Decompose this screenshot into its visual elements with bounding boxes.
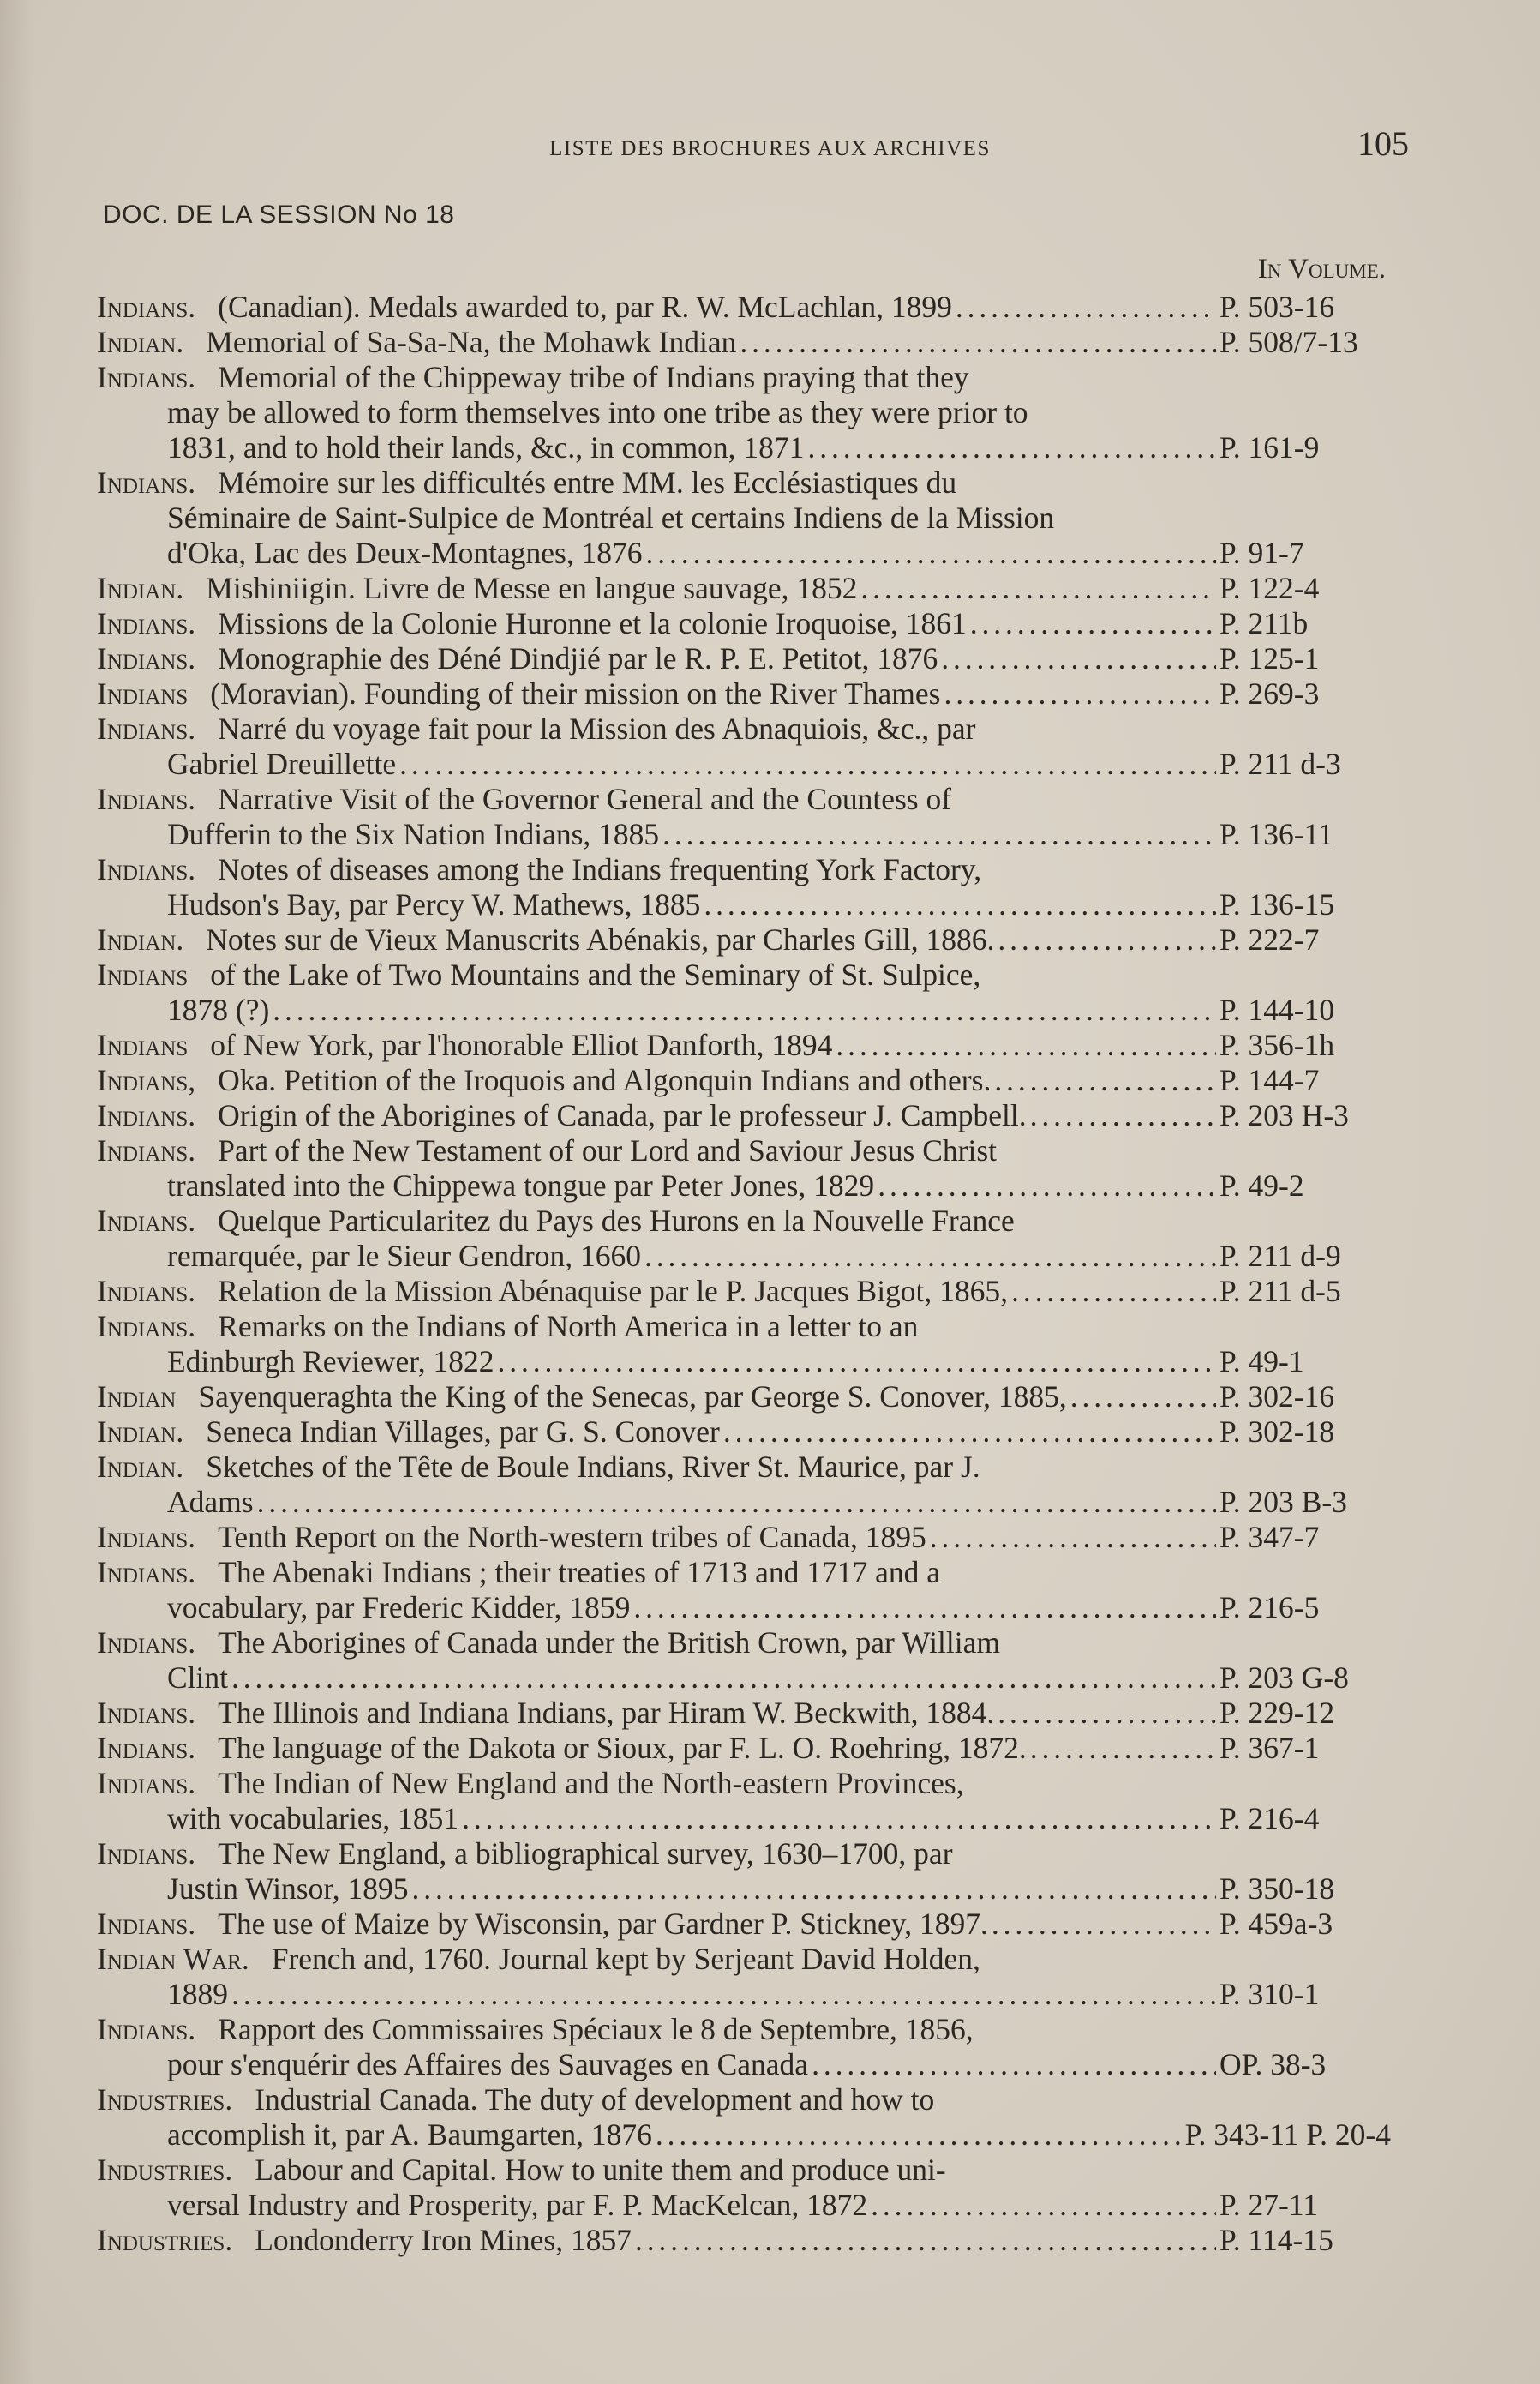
- entry-headword: Indian.: [97, 571, 184, 605]
- index-entry: [97, 1309, 1391, 1379]
- volume-reference: P. 122-4: [1219, 571, 1320, 605]
- entry-headword: Industries.: [97, 2223, 233, 2257]
- entry-text: Origin of the Aborigines of Canada, par le professeur J. Campbell.: [218, 1098, 1027, 1132]
- entry-text: Tenth Report on the North-western tribes of Canada, 1895: [218, 1520, 926, 1554]
- entry-headword: Indians.: [97, 2012, 196, 2046]
- dot-leader: [998, 922, 1216, 958]
- entry-text: Clint: [167, 1660, 229, 1695]
- entry-line: [97, 430, 1391, 465]
- volume-reference: P. 203 H-3: [1219, 1098, 1349, 1132]
- entry-text: Hudson's Bay, par Percy W. Mathews, 1885: [167, 887, 701, 922]
- dot-leader: [497, 1344, 1216, 1379]
- entry-line: [97, 571, 1391, 606]
- dot-leader: [807, 430, 1216, 465]
- entry-text: Monographie des Déné Dindjié par le R. P. E. Petitot, 1876: [218, 641, 938, 676]
- entry-line: [97, 395, 1391, 430]
- entry-headword: Indians.: [97, 606, 196, 640]
- volume-reference: P. 216-4: [1219, 1801, 1320, 1835]
- entry-headword: Indians: [97, 676, 189, 711]
- entry-text: Labour and Capital. How to unite them and produce uni-: [255, 2153, 946, 2187]
- dot-leader: [704, 887, 1216, 922]
- entry-headword: Indians.: [97, 712, 196, 746]
- entry-text: Memorial of Sa-Sa-Na, the Mohawk Indian: [206, 325, 737, 359]
- entry-headword: Indians.: [97, 852, 196, 886]
- dot-leader: [635, 2223, 1216, 2258]
- entry-line: [97, 2117, 1391, 2153]
- entry-text: (Moravian). Founding of their mission on the River Thames: [210, 676, 941, 711]
- dot-leader: [941, 641, 1216, 676]
- entry-headword: Indians: [97, 958, 189, 992]
- entry-text: of the Lake of Two Mountains and the Seminary of St. Sulpice,: [210, 958, 981, 992]
- volume-reference: P. 508/7-13: [1219, 325, 1358, 359]
- index-entry: [97, 852, 1391, 922]
- index-entries: [97, 290, 1391, 2258]
- index-entry: [97, 1063, 1391, 1098]
- entry-text: pour s'enquérir des Affaires des Sauvages en Canada: [167, 2047, 809, 2081]
- entry-text: Londonderry Iron Mines, 1857: [255, 2223, 632, 2257]
- volume-reference: P. 302-18: [1219, 1414, 1335, 1449]
- entry-line: [97, 1836, 1391, 1871]
- index-entry: [97, 290, 1391, 325]
- index-entry: [97, 922, 1391, 958]
- dot-leader: [412, 1871, 1216, 1907]
- entry-text: Mishiniigin. Livre de Messe en langue sauvage, 1852: [206, 571, 858, 605]
- entry-text: Sketches of the Tête de Boule Indians, River St. Maurice, par J.: [206, 1450, 980, 1484]
- entry-headword: Indian.: [97, 922, 184, 957]
- entry-text: accomplish it, par A. Baumgarten, 1876: [167, 2117, 652, 2152]
- index-entry: [97, 1133, 1391, 1204]
- entry-line: [97, 1133, 1391, 1168]
- entry-line: [97, 360, 1391, 395]
- entry-line: [97, 1520, 1391, 1555]
- entry-text: The Aborigines of Canada under the British Crown, par William: [218, 1625, 1000, 1660]
- entry-headword: Indians.: [97, 1907, 196, 1941]
- index-entry: [97, 1766, 1391, 1836]
- entry-headword: Indians.: [97, 1204, 196, 1238]
- dot-leader: [956, 290, 1216, 325]
- running-title: LISTE DES BROCHURES AUX ARCHIVES: [549, 137, 991, 160]
- index-entry: [97, 465, 1391, 571]
- dot-leader: [1070, 1379, 1216, 1414]
- volume-reference: P. 367-1: [1219, 1731, 1320, 1765]
- volume-reference: P. 203 B-3: [1219, 1485, 1347, 1519]
- index-entry: [97, 571, 1391, 606]
- volume-reference: P. 161-9: [1219, 430, 1320, 465]
- dot-leader: [1011, 1274, 1216, 1309]
- index-entry: [97, 1414, 1391, 1450]
- index-entry: [97, 958, 1391, 1028]
- entry-text: Notes of diseases among the Indians frequenting York Factory,: [218, 852, 982, 886]
- entry-text: Gabriel Dreuillette: [167, 747, 397, 781]
- dot-leader: [871, 2188, 1216, 2223]
- volume-reference: P. 136-15: [1219, 887, 1335, 922]
- entry-line: [97, 1344, 1391, 1379]
- entry-line: [97, 1414, 1391, 1450]
- entry-headword: Indians.: [97, 1133, 196, 1168]
- volume-reference: P. 216-5: [1219, 1590, 1320, 1624]
- entry-text: may be allowed to form themselves into one tribe as they were prior to: [167, 395, 1028, 429]
- entry-text: Seneca Indian Villages, par G. S. Conover: [206, 1414, 720, 1449]
- entry-line: [97, 817, 1391, 852]
- entry-headword: Indians.: [97, 465, 196, 500]
- entry-headword: Indian War.: [97, 1942, 249, 1976]
- volume-reference: P. 211 d-5: [1219, 1274, 1341, 1308]
- entry-text: versal Industry and Prosperity, par F. P. MacKelcan, 1872: [167, 2188, 868, 2222]
- entry-line: [97, 1871, 1391, 1907]
- entry-text: Memorial of the Chippeway tribe of Indians praying that they: [218, 360, 969, 394]
- dot-leader: [944, 676, 1217, 712]
- volume-reference: P. 49-2: [1219, 1168, 1304, 1203]
- entry-text: Edinburgh Reviewer, 1822: [167, 1344, 494, 1378]
- index-entry: [97, 606, 1391, 641]
- entry-text: The language of the Dakota or Sioux, par F. L. O. Roehring, 1872.: [218, 1731, 1027, 1765]
- entry-headword: Indians.: [97, 1766, 196, 1800]
- entry-headword: Indian: [97, 1379, 177, 1414]
- volume-reference: P. 269-3: [1219, 676, 1320, 711]
- index-entry: [97, 1731, 1391, 1766]
- entry-headword: Indians.: [97, 1274, 196, 1308]
- entry-headword: Indians.: [97, 1098, 196, 1132]
- entry-headword: Indians.: [97, 1836, 196, 1871]
- entry-headword: Indians.: [97, 360, 196, 394]
- dot-leader: [836, 1028, 1216, 1063]
- entry-text: 1889: [167, 1977, 228, 2011]
- entry-text: Notes sur de Vieux Manuscrits Abénakis, par Charles Gill, 1886.: [206, 922, 995, 957]
- entry-headword: Indians.: [97, 782, 196, 816]
- volume-reference: P. 310-1: [1219, 1977, 1320, 2011]
- entry-headword: Indians.: [97, 1625, 196, 1660]
- entry-line: [97, 1625, 1391, 1660]
- entry-headword: Indians: [97, 1028, 189, 1062]
- entry-text: The New England, a bibliographical survey, 1630–1700, par: [218, 1836, 953, 1871]
- index-entry: [97, 1555, 1391, 1625]
- entry-line: [97, 1379, 1391, 1414]
- entry-text: Missions de la Colonie Huronne et la colonie Iroquoise, 1861: [218, 606, 967, 640]
- dot-leader: [860, 571, 1216, 606]
- page-number: 105: [1357, 124, 1409, 163]
- index-entry: [97, 1028, 1391, 1063]
- entry-text: Oka. Petition of the Iroquois and Algonquin Indians and others.: [218, 1063, 992, 1097]
- entry-text: The use of Maize by Wisconsin, par Gardner P. Stickney, 1897.: [218, 1907, 988, 1941]
- index-entry: [97, 1450, 1391, 1520]
- volume-reference: P. 114-15: [1219, 2223, 1333, 2257]
- volume-reference: OP. 38-3: [1219, 2047, 1327, 2081]
- dot-leader: [231, 1977, 1216, 2012]
- volume-reference: P. 350-18: [1219, 1871, 1335, 1906]
- volume-reference: P. 136-11: [1219, 817, 1333, 851]
- entry-text: Sayenqueraghta the King of the Senecas, par George S. Conover, 1885,: [198, 1379, 1067, 1414]
- dot-leader: [633, 1590, 1216, 1625]
- entry-headword: Indian.: [97, 1414, 184, 1449]
- entry-text: Part of the New Testament of our Lord and Saviour Jesus Christ: [218, 1133, 998, 1168]
- dot-leader: [1030, 1731, 1216, 1766]
- index-entry: [97, 325, 1391, 360]
- entry-text: French and, 1760. Journal kept by Serjeant David Holden,: [271, 1942, 980, 1976]
- volume-reference: P. 229-12: [1219, 1696, 1335, 1730]
- entry-text: The Abenaki Indians ; their treaties of 1713 and 1717 and a: [218, 1555, 941, 1589]
- entry-line: [97, 676, 1391, 712]
- dot-leader: [740, 325, 1216, 360]
- dot-leader: [231, 1660, 1216, 1696]
- entry-text: 1831, and to hold their lands, &c., in common, 1871: [167, 430, 805, 465]
- entry-text: The Illinois and Indiana Indians, par Hiram W. Beckwith, 1884.: [218, 1696, 995, 1730]
- index-entry: [97, 1625, 1391, 1696]
- entry-headword: Industries.: [97, 2153, 233, 2187]
- volume-reference: P. 211 d-9: [1219, 1239, 1341, 1273]
- index-entry: [97, 782, 1391, 852]
- entry-line: [97, 290, 1391, 325]
- entry-text: Adams: [167, 1485, 254, 1519]
- entry-line: [97, 712, 1391, 747]
- index-entry: [97, 1274, 1391, 1309]
- entry-line: [97, 852, 1391, 887]
- entry-line: [97, 536, 1391, 571]
- entry-text: remarquée, par le Sieur Gendron, 1660: [167, 1239, 642, 1273]
- entry-text: Remarks on the Indians of North America in a letter to an: [218, 1309, 919, 1343]
- entry-text: Narré du voyage fait pour la Mission des Abnaquiois, &c., par: [218, 712, 976, 746]
- entry-headword: Indian.: [97, 325, 184, 359]
- entry-text: Quelque Particularitez du Pays des Hurons en la Nouvelle France: [218, 1204, 1015, 1238]
- volume-reference: P. 459a-3: [1219, 1907, 1333, 1941]
- entry-line: [97, 1977, 1391, 2012]
- entry-text: Dufferin to the Six Nation Indians, 1885: [167, 817, 660, 851]
- volume-reference: P. 211b: [1219, 606, 1309, 640]
- entry-text: Séminaire de Saint-Sulpice de Montréal et certains Indiens de la Mission: [167, 501, 1055, 535]
- index-entry: [97, 1836, 1391, 1907]
- entry-line: [97, 641, 1391, 676]
- volume-reference: P. 503-16: [1219, 290, 1335, 324]
- entry-headword: Indians.: [97, 1731, 196, 1765]
- dot-leader: [646, 536, 1216, 571]
- entry-line: [97, 1801, 1391, 1836]
- dot-leader: [644, 1239, 1216, 1274]
- volume-reference: P. 144-7: [1219, 1063, 1320, 1097]
- entry-line: [97, 1204, 1391, 1239]
- entry-headword: Indian.: [97, 1450, 184, 1484]
- index-entry: [97, 1696, 1391, 1731]
- page-gutter-shadow: [0, 0, 34, 2384]
- index-entry: [97, 2082, 1391, 2153]
- entry-headword: Indians.: [97, 1520, 196, 1554]
- entry-text: Rapport des Commissaires Spéciaux le 8 de Septembre, 1856,: [218, 2012, 974, 2046]
- entry-line: [97, 1239, 1391, 1274]
- entry-line: [97, 2153, 1391, 2188]
- dot-leader: [656, 2117, 1182, 2153]
- entry-line: [97, 1274, 1391, 1309]
- entry-line: [97, 1098, 1391, 1133]
- entry-headword: Industries.: [97, 2082, 233, 2117]
- entry-headword: Indians,: [97, 1063, 196, 1097]
- entry-text: The Indian of New England and the North-eastern Provinces,: [218, 1766, 964, 1800]
- entry-line: [97, 1766, 1391, 1801]
- entry-line: [97, 782, 1391, 817]
- dot-leader: [662, 817, 1216, 852]
- entry-line: [97, 2188, 1391, 2223]
- volume-reference: P. 356-1h: [1219, 1028, 1335, 1062]
- entry-line: [97, 501, 1391, 536]
- dot-leader: [723, 1414, 1216, 1450]
- entry-line: [97, 2047, 1391, 2082]
- entry-line: [97, 1555, 1391, 1590]
- volume-reference: P. 125-1: [1219, 641, 1320, 676]
- entry-line: [97, 887, 1391, 922]
- entry-text: of New York, par l'honorable Elliot Danforth, 1894: [210, 1028, 833, 1062]
- entry-line: [97, 1942, 1391, 1977]
- dot-leader: [399, 747, 1216, 782]
- dot-leader: [930, 1520, 1216, 1555]
- entry-line: [97, 1450, 1391, 1485]
- entry-headword: Indians.: [97, 1555, 196, 1589]
- dot-leader: [994, 1063, 1216, 1098]
- entry-line: [97, 993, 1391, 1028]
- entry-line: [97, 1063, 1391, 1098]
- entry-line: [97, 1660, 1391, 1696]
- index-entry: [97, 641, 1391, 676]
- entry-line: [97, 1590, 1391, 1625]
- entry-text: Narrative Visit of the Governor General and the Countess of: [218, 782, 952, 816]
- dot-leader: [992, 1907, 1216, 1942]
- entry-text: Justin Winsor, 1895: [167, 1871, 409, 1906]
- entry-line: [97, 1485, 1391, 1520]
- dot-leader: [812, 2047, 1216, 2082]
- entry-text: Mémoire sur les difficultés entre MM. les Ecclésiastiques du: [218, 465, 957, 500]
- entry-line: [97, 2223, 1391, 2258]
- entry-line: [97, 747, 1391, 782]
- index-entry: [97, 1204, 1391, 1274]
- entry-text: (Canadian). Medals awarded to, par R. W. McLachlan, 1899: [218, 290, 952, 324]
- entry-text: with vocabularies, 1851: [167, 1801, 459, 1835]
- index-entry: [97, 1907, 1391, 1942]
- entry-line: [97, 2012, 1391, 2047]
- entry-line: [97, 958, 1391, 993]
- index-entry: [97, 2012, 1391, 2082]
- volume-reference: P. 222-7: [1219, 922, 1320, 957]
- index-entry: [97, 2153, 1391, 2223]
- entry-line: [97, 922, 1391, 958]
- entry-headword: Indians.: [97, 641, 196, 676]
- index-entry: [97, 1520, 1391, 1555]
- entry-headword: Indians.: [97, 1696, 196, 1730]
- volume-reference: P. 347-7: [1219, 1520, 1320, 1554]
- session-label: DOC. DE LA SESSION No 18: [103, 201, 455, 229]
- entry-text: d'Oka, Lac des Deux-Montagnes, 1876: [167, 536, 643, 570]
- entry-text: translated into the Chippewa tongue par Peter Jones, 1829: [167, 1168, 875, 1203]
- dot-leader: [1030, 1098, 1216, 1133]
- entry-text: Industrial Canada. The duty of development and how to: [255, 2082, 935, 2117]
- index-entry: [97, 676, 1391, 712]
- entry-text: vocabulary, par Frederic Kidder, 1859: [167, 1590, 631, 1624]
- index-entry: [97, 360, 1391, 465]
- volume-reference: P. 91-7: [1219, 536, 1304, 570]
- volume-reference: P. 203 G-8: [1219, 1660, 1349, 1695]
- entry-line: [97, 1168, 1391, 1204]
- index-entry: [97, 1379, 1391, 1414]
- entry-text: Relation de la Mission Abénaquise par le P. Jacques Bigot, 1865,: [218, 1274, 1009, 1308]
- volume-reference: P. 302-16: [1219, 1379, 1335, 1414]
- index-entry: [97, 1942, 1391, 2012]
- volume-reference: P. 343-11 P. 20-4: [1184, 2117, 1391, 2152]
- dot-leader: [878, 1168, 1216, 1204]
- volume-reference: P. 27-11: [1219, 2188, 1319, 2222]
- volume-reference: P. 49-1: [1219, 1344, 1304, 1378]
- entry-line: [97, 465, 1391, 501]
- index-entry: [97, 1098, 1391, 1133]
- index-entry: [97, 712, 1391, 782]
- entry-line: [97, 1696, 1391, 1731]
- entry-line: [97, 606, 1391, 641]
- volume-reference: P. 144-10: [1219, 993, 1335, 1027]
- entry-text: 1878 (?): [167, 993, 270, 1027]
- entry-line: [97, 325, 1391, 360]
- dot-leader: [998, 1696, 1216, 1731]
- volume-reference: P. 211 d-3: [1219, 747, 1341, 781]
- entry-line: [97, 2082, 1391, 2117]
- entry-line: [97, 1028, 1391, 1063]
- volume-column-heading: In Volume.: [1257, 254, 1386, 285]
- dot-leader: [462, 1801, 1216, 1836]
- entry-headword: Indians.: [97, 290, 196, 324]
- dot-leader: [257, 1485, 1216, 1520]
- dot-leader: [273, 993, 1216, 1028]
- index-entry: [97, 2223, 1391, 2258]
- dot-leader: [970, 606, 1216, 641]
- entry-line: [97, 1731, 1391, 1766]
- entry-line: [97, 1309, 1391, 1344]
- entry-headword: Indians.: [97, 1309, 196, 1343]
- entry-line: [97, 1907, 1391, 1942]
